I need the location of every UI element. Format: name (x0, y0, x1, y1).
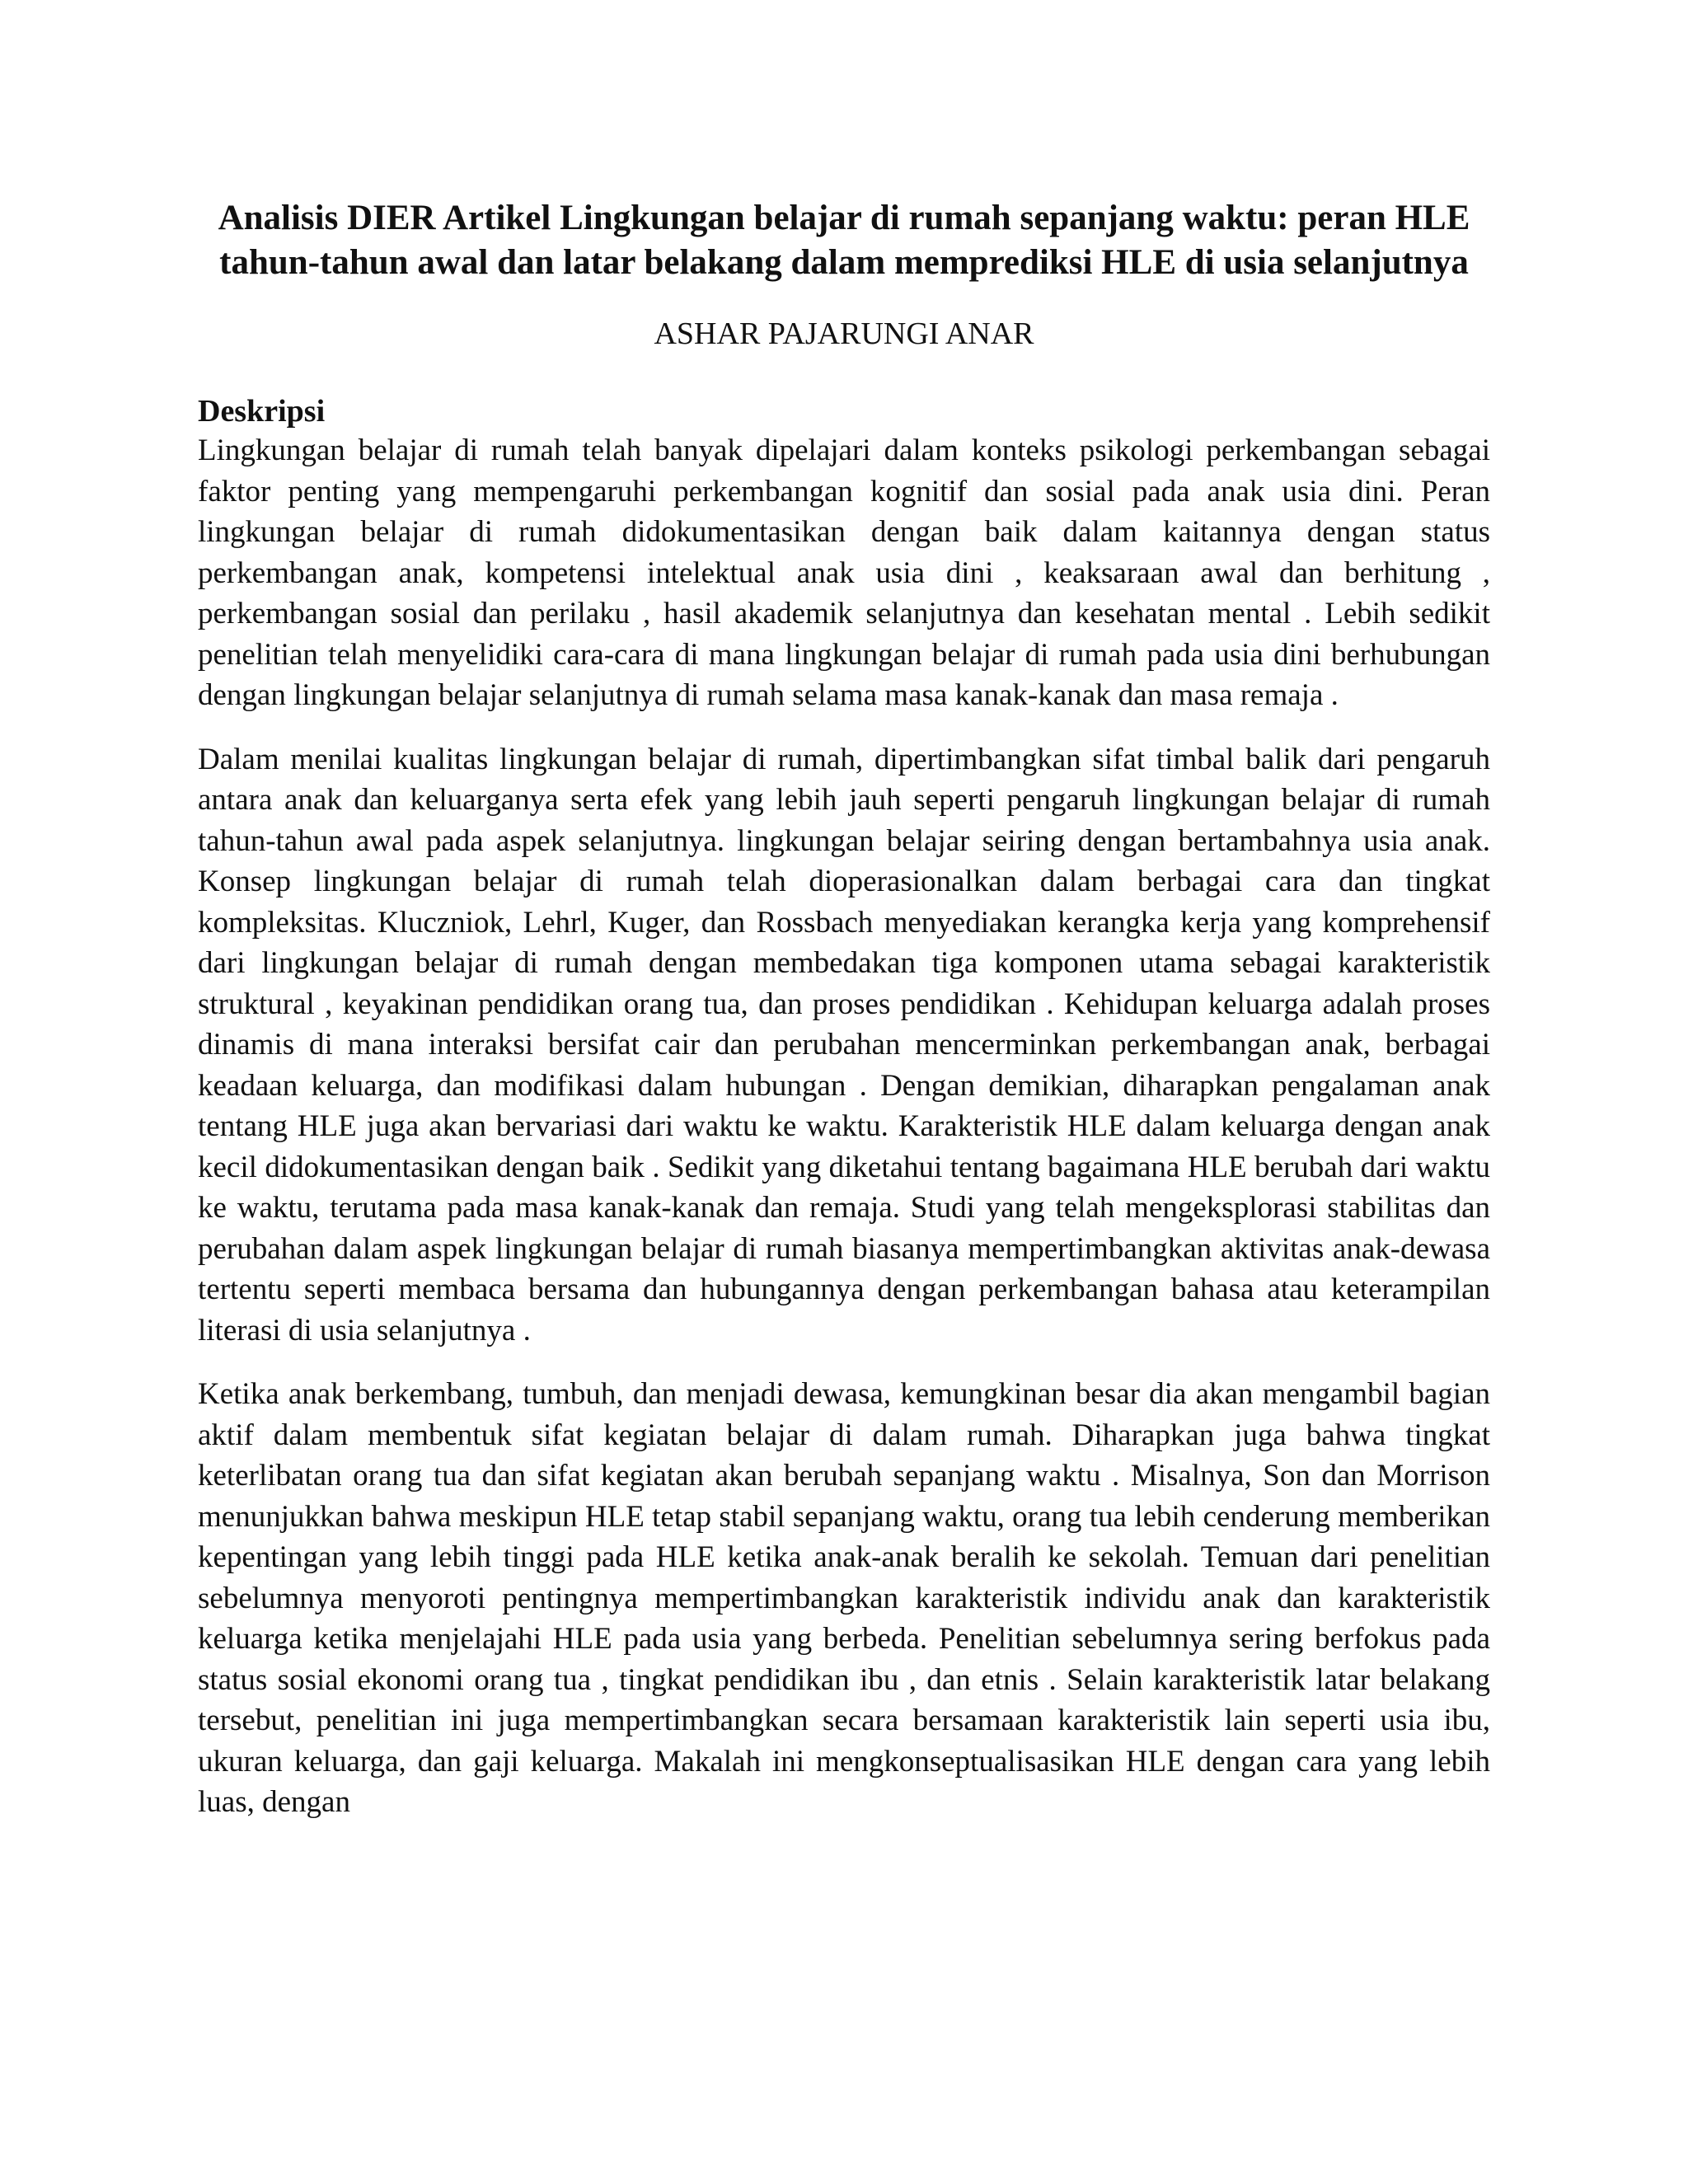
author-name: ASHAR PAJARUNGI ANAR (654, 316, 1034, 351)
paragraph-1: Lingkungan belajar di rumah telah banyak dipelajari dalam konteks psikologi perkembangan sebagai faktor penting yang mempengaruhi perkembangan kognitif dan sosial pada anak usia dini. Peran lingkungan belajar di rumah didokumentasikan dengan baik dalam kaitannya dengan status perkembangan anak, kompetensi intelektual anak usia dini , keaksaraan awal dan berhitung , perkembangan sosial dan perilaku , hasil akademik selanjutnya dan kesehatan mental . Lebih sedikit penelitian telah menyelidiki cara-cara di mana lingkungan belajar di rumah pada usia dini berhubungan dengan lingkungan belajar selanjutnya di rumah selama masa kanak-kanak dan masa remaja . (198, 434, 1490, 712)
document-content (198, 196, 1490, 1823)
paragraph-3: Ketika anak berkembang, tumbuh, dan menjadi dewasa, kemungkinan besar dia akan mengambil bagian aktif dalam membentuk sifat kegiatan belajar di dalam rumah. Diharapkan juga bahwa tingkat keterlibatan orang tua dan sifat kegiatan akan berubah sepanjang waktu . Misalnya, Son dan Morrison menunjukkan bahwa meskipun HLE tetap stabil sepanjang waktu, orang tua lebih cenderung memberikan kepentingan yang lebih tinggi pada HLE ketika anak-anak beralih ke sekolah. Temuan dari penelitian sebelumnya menyoroti pentingnya mempertimbangkan karakteristik individu anak dan karakteristik keluarga ketika menjelajahi HLE pada usia yang berbeda. Penelitian sebelumnya sering berfokus pada status sosial ekonomi orang tua , tingkat pendidikan ibu , dan etnis . Selain karakteristik latar belakang tersebut, penelitian ini juga mempertimbangkan secara bersamaan karakteristik lain seperti usia ibu, ukuran keluarga, dan gaji keluarga. Makalah ini mengkonseptualisasikan HLE dengan cara yang lebih luas, dengan (198, 1377, 1490, 1819)
paragraph-2: Dalam menilai kualitas lingkungan belajar di rumah, dipertimbangkan sifat timbal balik dari pengaruh antara anak dan keluarganya serta efek yang lebih jauh seperti pengaruh lingkungan belajar di rumah tahun-tahun awal pada aspek selanjutnya. lingkungan belajar seiring dengan bertambahnya usia anak. Konsep lingkungan belajar di rumah telah dioperasionalkan dalam berbagai cara dan tingkat kompleksitas. Kluczniok, Lehrl, Kuger, dan Rossbach menyediakan kerangka kerja yang komprehensif dari lingkungan belajar di rumah dengan membedakan tiga komponen utama sebagai karakteristik struktural , keyakinan pendidikan orang tua, dan proses pendidikan . Kehidupan keluarga adalah proses dinamis di mana interaksi bersifat cair dan perubahan mencerminkan perkembangan anak, berbagai keadaan keluarga, dan modifikasi dalam hubungan . Dengan demikian, diharapkan pengalaman anak tentang HLE juga akan bervariasi dari waktu ke waktu. Karakteristik HLE dalam keluarga dengan anak kecil didokumentasikan dengan baik . Sedikit yang diketahui tentang bagaimana HLE berubah dari waktu ke waktu, terutama pada masa kanak-kanak dan remaja. Studi yang telah mengeksplorasi stabilitas dan perubahan dalam aspek lingkungan belajar di rumah biasanya mempertimbangkan aktivitas anak-dewasa tertentu seperti membaca bersama dan hubungannya dengan perkembangan bahasa atau keterampilan literasi di usia selanjutnya . (198, 742, 1490, 1347)
section-heading-deskripsi: Deskripsi (198, 394, 326, 429)
document-title: Analisis DIER Artikel Lingkungan belajar di rumah sepanjang waktu: peran HLE tahun-tahun awal dan latar belakang dalam memprediksi HLE di usia selanjutnya (218, 199, 1470, 282)
